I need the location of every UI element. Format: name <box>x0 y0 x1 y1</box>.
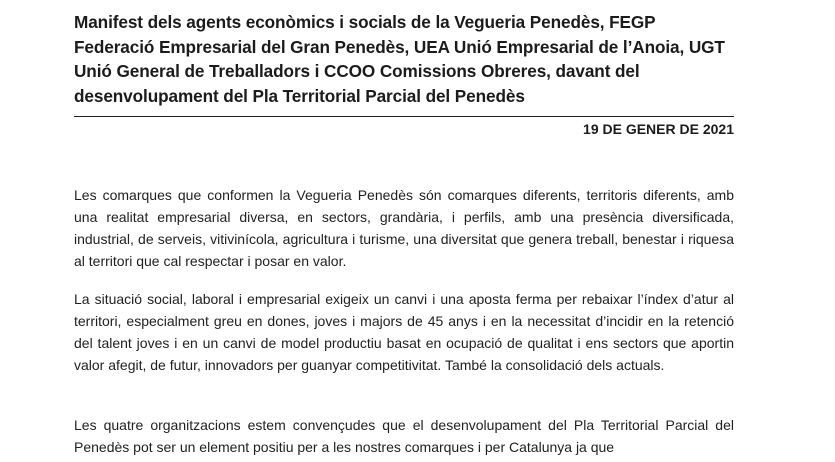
document-title: Manifest dels agents econòmics i socials de la Vegueria Penedès, FEGP Federació Empresarial del Gran Penedès, UEA Unió Empresarial de l’Anoia, UGT Unió General de Treballadors i CCOO Comissions Obreres, davant del desenvolupament del Pla Territorial Parcial del Penedès <box>74 12 725 106</box>
paragraph-2: La situació social, laboral i empresarial exigeix un canvi i una aposta ferma per rebaixar l’índex d’atur al territori, especialment greu en dones, joves i majors de 45 anys i en la necessitat d’incidir en la retenció del talent joves i en un canvi de model productiu basat en ocupació de qualitat i ens sectors que aportin valor afegit, de futur, innovadors per guanyar competitivitat. També la consolidació dels actuals. <box>74 291 734 373</box>
paragraph-1: Les comarques que conformen la Vegueria Penedès són comarques diferents, territoris diferents, amb una realitat empresarial diversa, en sectors, grandària, i perfils, amb una presència diversificada, industrial, de serveis, vitivinícola, agricultura i turisme, una diversitat que genera treball, benestar i riquesa al territori que cal respectar i posar en valor. <box>74 187 734 269</box>
title-underline <box>74 116 734 117</box>
paragraph-3: Les quatre organitzacions estem convençudes que el desenvolupament del Pla Territorial Parcial del Penedès pot ser un element positiu per a les nostres comarques i per Catalunya ja que <box>74 417 734 455</box>
document-date: 19 DE GENER DE 2021 <box>583 121 734 137</box>
